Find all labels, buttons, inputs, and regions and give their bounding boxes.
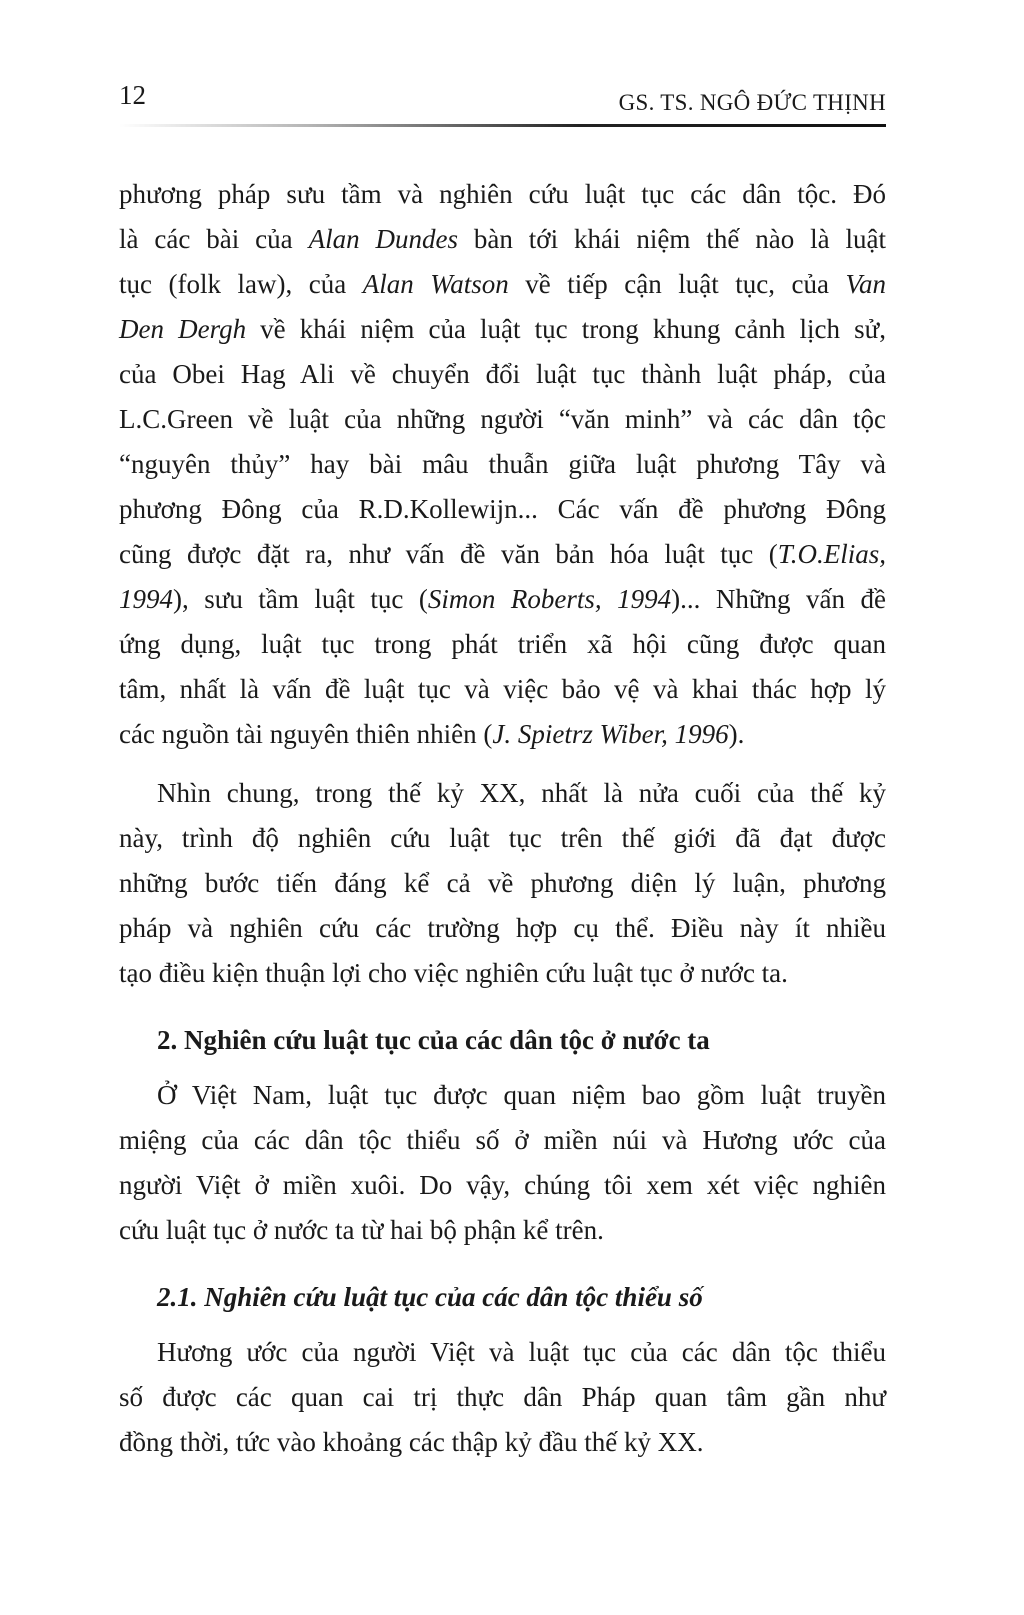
text-line: miệng của các dân tộc thiểu số ở miền núi và Hương ước của — [119, 1125, 886, 1155]
text-line: người Việt ở miền xuôi. Do vậy, chúng tôi xem xét việc nghiên — [119, 1170, 886, 1200]
author-name: Van — [845, 269, 886, 299]
author-name: Alan Dundes — [308, 224, 458, 254]
paragraph-1 — [119, 172, 886, 757]
text-line: L.C.Green về luật của những người “văn minh” và các dân tộc — [119, 404, 886, 434]
text-line: những bước tiến đáng kể cả về phương diện lý luận, phương — [119, 868, 886, 898]
text-line: Den Dergh về khái niệm của luật tục trong khung cảnh lịch sử, — [119, 314, 886, 344]
author-name: Den Dergh — [119, 314, 247, 344]
text-line: tục (folk law), của Alan Watson về tiếp cận luật tục, của Van — [119, 269, 886, 299]
page-body — [119, 172, 886, 1465]
text-line: tâm, nhất là vấn đề luật tục và việc bảo vệ và khai thác hợp lý — [119, 674, 886, 704]
text-line: phương pháp sưu tầm và nghiên cứu luật tục các dân tộc. Đó — [119, 179, 886, 209]
text-line: này, trình độ nghiên cứu luật tục trên thế giới đã đạt được — [119, 823, 886, 853]
header-rule — [119, 124, 886, 127]
section-heading-2: 2. Nghiên cứu luật tục của các dân tộc ở nước ta — [157, 1025, 710, 1055]
paragraph-3 — [119, 1073, 886, 1253]
text-line: là các bài của Alan Dundes bàn tới khái niệm thế nào là luật — [119, 224, 887, 254]
section-heading-2-1: 2.1. Nghiên cứu luật tục của các dân tộc thiểu số — [157, 1282, 703, 1312]
text-line: của Obei Hag Ali về chuyển đổi luật tục thành luật pháp, của — [119, 359, 886, 389]
running-head: GS. TS. NGÔ ĐỨC THỊNH — [618, 90, 886, 115]
text-line: “nguyên thủy” hay bài mâu thuẫn giữa luật phương Tây và — [119, 449, 886, 479]
text-line: đồng thời, tức vào khoảng các thập kỷ đầu thế kỷ XX. — [119, 1427, 704, 1457]
text-line: tạo điều kiện thuận lợi cho việc nghiên cứu luật tục ở nước ta. — [119, 958, 788, 988]
text-line: các nguồn tài nguyên thiên nhiên (J. Spietrz Wiber, 1996). — [119, 719, 745, 749]
text-line: số được các quan cai trị thực dân Pháp quan tâm gần như — [119, 1382, 886, 1412]
text-line: ứng dụng, luật tục trong phát triển xã hội cũng được quan — [119, 629, 886, 659]
paragraph-2 — [119, 771, 886, 996]
paragraph-4 — [119, 1330, 886, 1465]
text-line: phương Đông của R.D.Kollewijn... Các vấn đề phương Đông — [119, 494, 886, 524]
citation: T.O.Elias, — [777, 539, 886, 569]
text-line: cứu luật tục ở nước ta từ hai bộ phận kể trên. — [119, 1215, 604, 1245]
citation: 1994 — [119, 584, 173, 614]
text-line: pháp và nghiên cứu các trường hợp cụ thể. Điều này ít nhiều — [119, 913, 886, 943]
author-name: Alan Watson — [362, 269, 509, 299]
text-line: Nhìn chung, trong thế kỷ XX, nhất là nửa cuối của thế kỷ — [157, 778, 886, 808]
citation: J. Spietrz Wiber, 1996 — [492, 719, 729, 749]
text-line: Hương ước của người Việt và luật tục của các dân tộc thiểu — [157, 1337, 886, 1367]
citation: Simon Roberts, 1994 — [427, 584, 672, 614]
text-line: Ở Việt Nam, luật tục được quan niệm bao gồm luật truyền — [157, 1080, 886, 1110]
page-number: 12 — [119, 80, 146, 110]
text-line: cũng được đặt ra, như vấn đề văn bản hóa luật tục (T.O.Elias, — [119, 539, 886, 569]
text-line: 1994), sưu tầm luật tục (Simon Roberts, 1994)... Những vấn đề — [119, 584, 887, 614]
